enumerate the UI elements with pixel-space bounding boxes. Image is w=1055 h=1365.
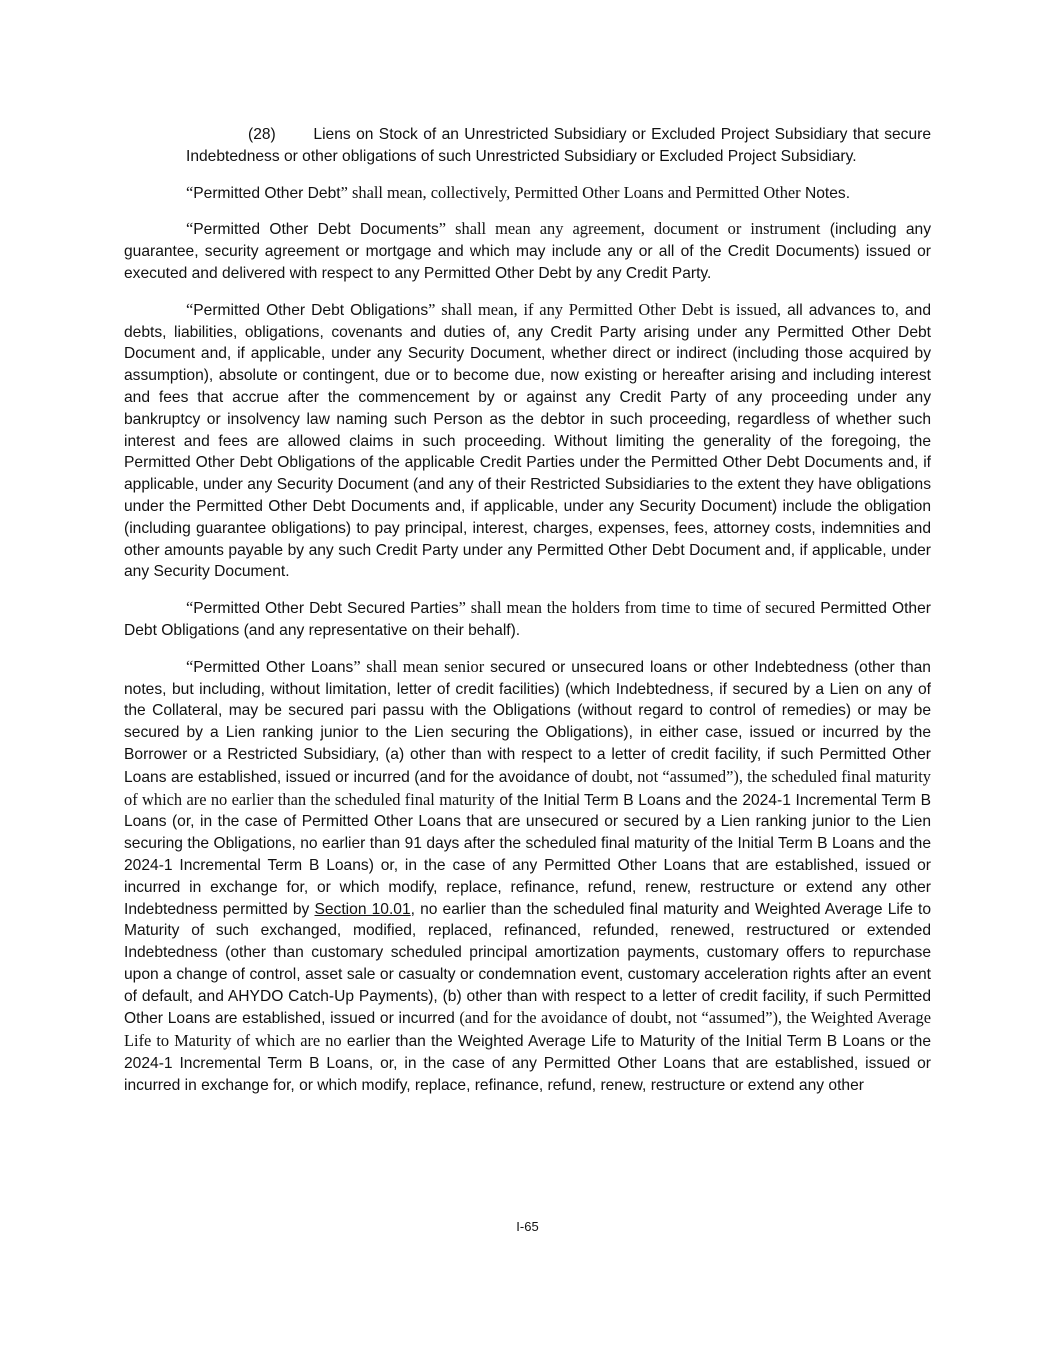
clause-28 (186, 124, 931, 168)
definition-permitted-other-debt-documents (124, 218, 931, 284)
definition-permitted-other-debt-obligations (124, 299, 931, 583)
open-quote: “ (186, 182, 194, 202)
definition-body-part-1: secured or unsecured loans or other Indebtedness (other than notes, but including, without limitation, letter of credit facilities) (which Indebtedness, if secured by a Lien on any of the Collateral, may be secured pari passu with the Obligations (without regard to control of remedies) or may be secured by a Lien ranking junior to the Lien securing the Obligations), in either case, issued or incurred by the Borrower or a Restricted Subsidiary, (a) other than with respect to a letter of credit facility, if such Permitted Other Loans are established, issued or incurred (and for the avoidance of (124, 658, 931, 786)
close-quote: ” (353, 656, 361, 676)
definition-body: Notes. (800, 184, 851, 202)
definition-body: all advances to, and debts, liabilities, obligations, covenants and duties of, any Credit Party arising under any Permitted Other Debt Document and, if applicable, under any Security Document, whether direct or indirect (including those acquired by assumption), absolute or contingent, due or to become due, now existing or hereafter arising and including interest and fees that accrue after the commencement by or against any Credit Party of any proceeding under any bankruptcy or insolvency law naming such Person as the debtor in such proceeding, regardless of whether such interest and fees are allowed claims in such proceeding. Without limiting the generality of the foregoing, the Permitted Other Debt Obligations of the applicable Credit Parties under the Permitted Other Debt Documents and, if applicable, under any Security Document (and any of their Restricted Subsidiaries to the extent they have obligations under the Permitted Other Debt Documents and, if applicable, under any Security Document) include the obligation (including guarantee obligations) to pay principal, interest, charges, expenses, fees, attorney costs, indemnities and other amounts payable by any such Credit Party under any Permitted Other Debt Document and, if applicable, under any Security Document. (124, 301, 931, 581)
definition-permitted-other-loans (124, 656, 931, 1097)
defined-term: Permitted Other Loans (193, 658, 354, 676)
definition-serif-run-2: (and for the avoidance of doubt, not “assumed”), the Weighted Average Life to Maturity of which are no (124, 1008, 931, 1051)
definition-body-part-2: of the Initial Term B Loans and the 2024-1 Incremental Term B Loans (or, in the case of Permitted Other Loans that are unsecured or secured by a Lien ranking junior to the Lien securing the Obligations, no earlier than 91 days after the scheduled final maturity of the Initial Term B Loans and the 2024-1 Incremental Term B Loans) or, in the case of any Permitted Other Loans that are established, issued or incurred in exchange for, or which modify, replace, refinance, refund, renew, restructure or extend any other Indebtedness permitted by (124, 791, 931, 918)
definition-lead: shall mean any agreement, document or instrument (446, 219, 821, 239)
close-quote: ” (340, 182, 348, 202)
open-quote: “ (186, 219, 194, 239)
close-quote: ” (428, 299, 436, 319)
document-page (124, 124, 931, 1111)
definition-body-part-4: earlier than the Weighted Average Life to Maturity of the Initial Term B Loans or the 2024-1 Incremental Term B Loans, or, in the case of any Permitted Other Loans that are established, issued or incurred in exchange for, or which modify, replace, refinance, refund, renew, restructure or extend any other (124, 1033, 931, 1094)
definition-lead: shall mean, if any Permitted Other Debt is issued, (435, 299, 782, 319)
definition-lead: shall mean the holders from time to time of secured (465, 598, 816, 618)
open-quote: “ (186, 598, 194, 618)
definition-permitted-other-debt-secured-parties (124, 597, 931, 642)
defined-term: Permitted Other Debt Documents (193, 221, 439, 239)
definition-serif-run-1: doubt, not “assumed”), the scheduled final maturity of which are no earlier than the scheduled final maturity (124, 766, 931, 809)
defined-term: Permitted Other Debt (193, 184, 341, 202)
open-quote: “ (186, 299, 194, 319)
page-number: I-65 (516, 1219, 539, 1234)
definition-body: Permitted Other Debt Obligations (and any representative on their behalf). (124, 600, 931, 639)
definition-lead: shall mean, collectively, Permitted Other Loans and Permitted Other (347, 182, 801, 202)
definition-lead: shall mean senior (360, 656, 485, 676)
defined-term: Permitted Other Debt Secured Parties (193, 600, 459, 618)
defined-term: Permitted Other Debt Obligations (193, 301, 429, 319)
clause-number: (28) (248, 126, 276, 143)
close-quote: ” (458, 598, 466, 618)
definition-permitted-other-debt (124, 182, 931, 205)
definition-body-part-3: , no earlier than the scheduled final maturity and Weighted Average Life to Maturity of such exchanged, modified, replaced, refinanced, refunded, renewed, restructured or extended Indebtedness (other than customary scheduled principal amortization payments, customary offers to repurchase upon a change of control, asset sale or casualty or condemnation event, customary acceleration rights after an event of default, and AHYDO Catch-Up Payments), (b) other than with respect to a letter of credit facility, if such Permitted Other Loans are established, issued or incurred (124, 900, 931, 1028)
definition-body: (including any guarantee, security agreement or mortgage and which may include any or all of the Credit Documents) issued or executed and delivered with respect to any Permitted Other Debt by any Credit Party. (124, 221, 931, 282)
clause-text: Liens on Stock of an Unrestricted Subsidiary or Excluded Project Subsidiary that secure Indebtedness or other obligations of such Unrestricted Subsidiary or Excluded Project Subsidiary. (186, 126, 932, 165)
close-quote: ” (438, 219, 447, 239)
section-cross-reference: Section 10.01 (314, 900, 411, 918)
open-quote: “ (186, 656, 194, 676)
